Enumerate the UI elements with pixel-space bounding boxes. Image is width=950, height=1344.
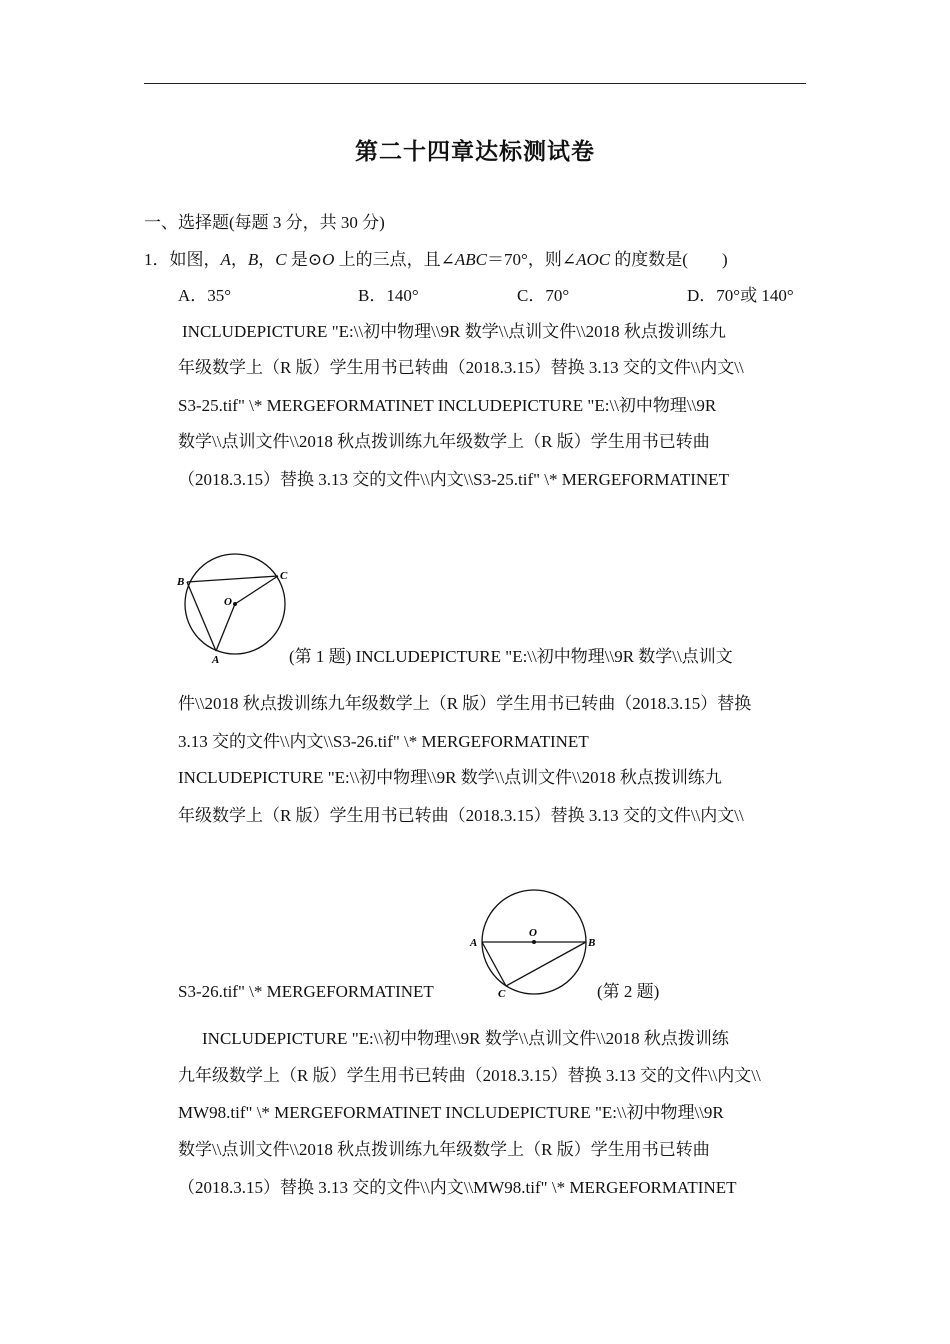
label-b: B [177,576,185,588]
field-code-line: 件\\2018 秋点拨训练九年级数学上（R 版）学生用书已转曲（2018.3.15）替换 [178,694,752,713]
figure-1-circle-diagram [172,548,292,670]
chord-bc [187,576,278,582]
field-code-line: S3-26.tif" \* MERGEFORMATINET [178,982,434,1001]
label-a: A [470,937,478,949]
chord-ac [482,942,506,986]
field-code-line: S3-25.tif" \* MERGEFORMATINET INCLUDEPICTURE "E:\\初中物理\\9R [178,396,717,415]
radius-oa [216,604,235,651]
page-title: 第二十四章达标测试卷 [355,139,595,164]
field-code-line: （2018.3.15）替换 3.13 交的文件\\内文\\MW98.tif" \* MERGEFORMATINET [178,1178,737,1197]
figure-2-circle-diagram [466,886,602,1002]
field-code-line: 年级数学上（R 版）学生用书已转曲（2018.3.15）替换 3.13 交的文件\\内文\\ [178,358,744,377]
field-code-line: 年级数学上（R 版）学生用书已转曲（2018.3.15）替换 3.13 交的文件\\内文\\ [178,806,744,825]
field-code-line: INCLUDEPICTURE "E:\\初中物理\\9R 数学\\点训文件\\2018 秋点拨训练九 [182,322,726,341]
option-a: A．35° [178,286,232,305]
radius-oc [235,576,278,604]
field-code-line: 3.13 交的文件\\内文\\S3-26.tif" \* MERGEFORMATINET [178,732,589,751]
option-b: B．140° [358,286,419,305]
label-o: O [224,596,232,608]
field-code-line: 数学\\点训文件\\2018 秋点拨训练九年级数学上（R 版）学生用书已转曲 [178,1140,710,1159]
label-o: O [529,927,537,939]
label-b: B [588,937,596,949]
section-heading: 一、选择题(每题 3 分，共 30 分) [144,213,385,232]
label-a: A [212,654,220,666]
field-code-line: 九年级数学上（R 版）学生用书已转曲（2018.3.15）替换 3.13 交的文件\\内文\\ [178,1066,761,1085]
center-point [532,940,536,944]
caption-q2: (第 2 题) [597,982,660,1001]
field-code-line: 数学\\点训文件\\2018 秋点拨训练九年级数学上（R 版）学生用书已转曲 [178,432,710,451]
label-c: C [498,988,506,1000]
header-rule [144,83,806,84]
question-number: 1． [144,250,170,269]
field-code-line: INCLUDEPICTURE "E:\\初中物理\\9R 数学\\点训文件\\2018 秋点拨训练九 [178,768,722,787]
label-c: C [280,570,288,582]
caption-q1: (第 1 题) INCLUDEPICTURE "E:\\初中物理\\9R 数学\\点训文 [289,647,733,666]
option-c: C．70° [517,286,570,305]
field-code-line: （2018.3.15）替换 3.13 交的文件\\内文\\S3-25.tif" \* MERGEFORMATINET [178,470,729,489]
center-point [233,602,237,606]
chord-bc [506,942,586,986]
field-code-line: MW98.tif" \* MERGEFORMATINET INCLUDEPICTURE "E:\\初中物理\\9R [178,1103,724,1122]
field-code-line: INCLUDEPICTURE "E:\\初中物理\\9R 数学\\点训文件\\2018 秋点拨训练 [202,1029,729,1048]
question-1-stem: 1．如图，A，B，C 是⊙O 上的三点，且∠ABC＝70°，则∠AOC 的度数是( ) [144,250,728,269]
option-d: D．70°或 140° [687,286,794,305]
